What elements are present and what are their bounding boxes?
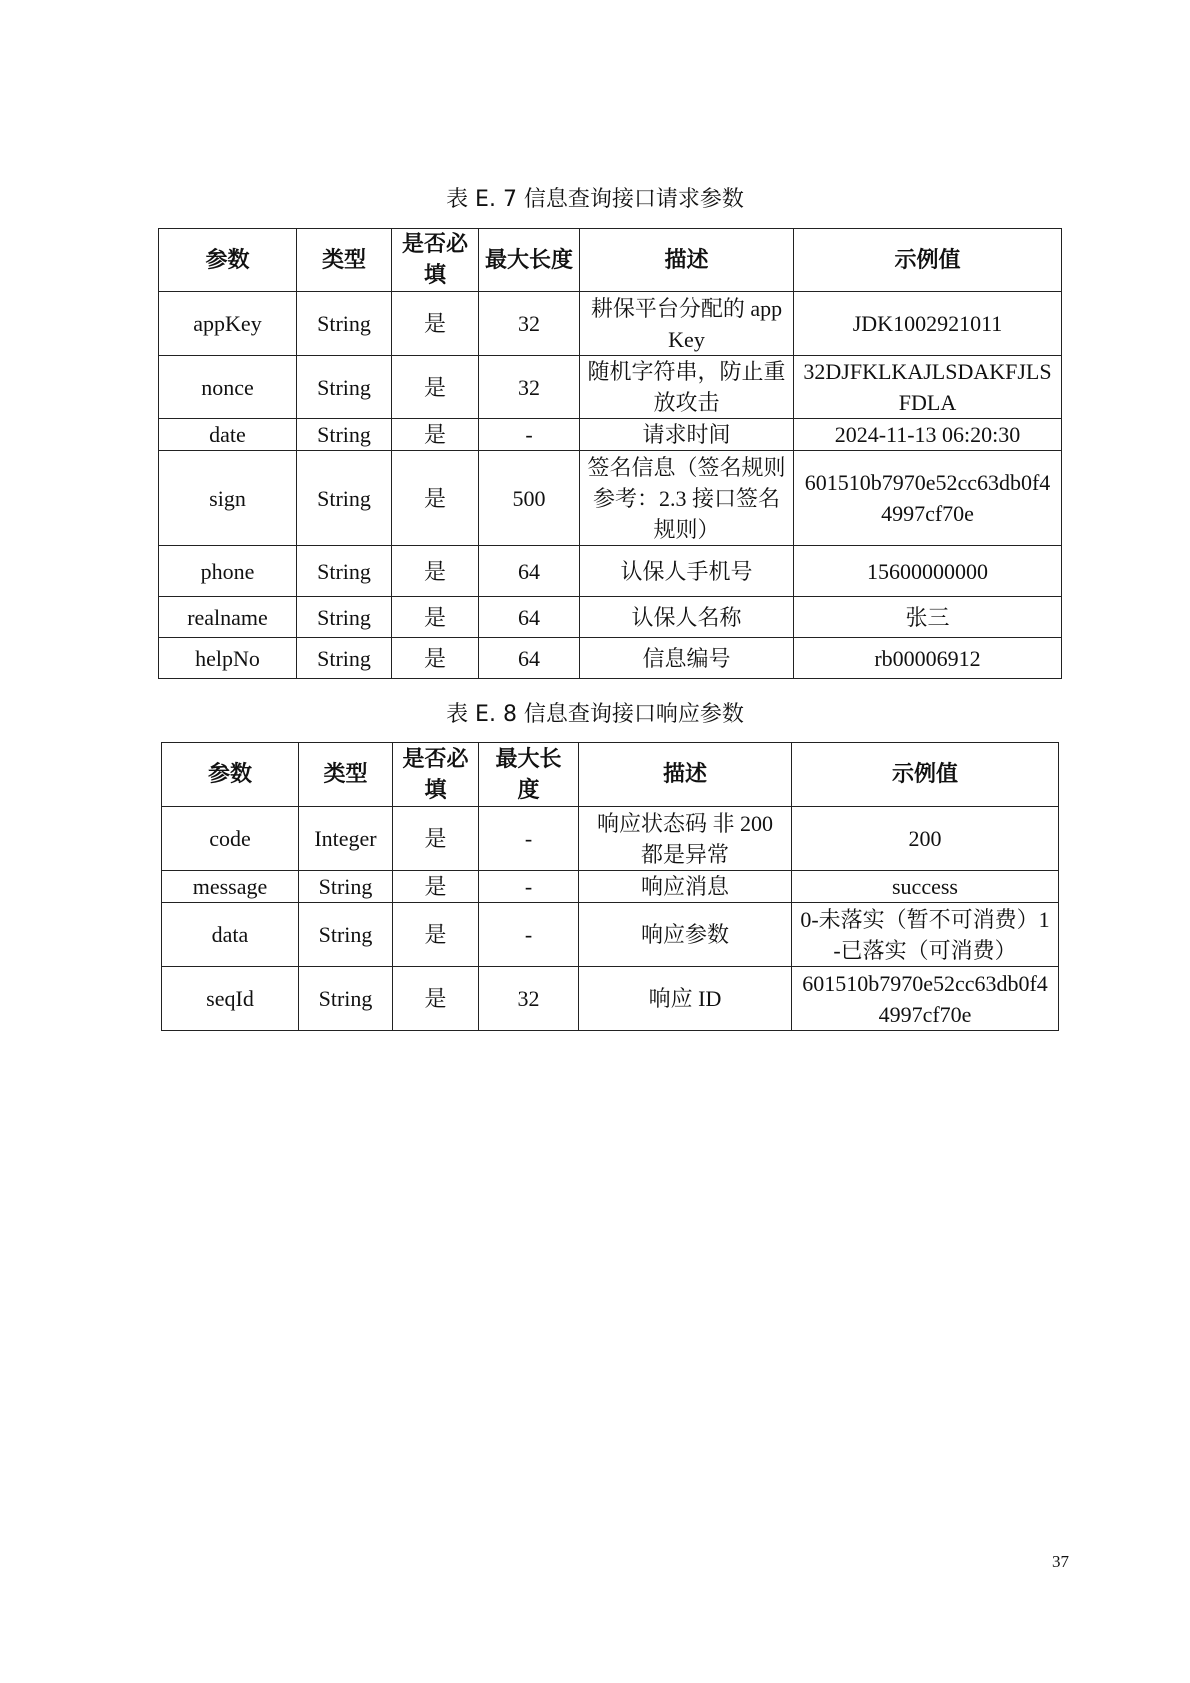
header-example: 示例值 bbox=[794, 229, 1062, 292]
cell-max-length: - bbox=[479, 419, 580, 451]
cell-description: 信息编号 bbox=[580, 638, 794, 679]
table-row bbox=[159, 546, 1062, 597]
cell-required: 是 bbox=[393, 807, 479, 871]
cell-type: String bbox=[299, 903, 393, 967]
cell-type: String bbox=[297, 597, 392, 638]
cell-max-length: 64 bbox=[479, 597, 580, 638]
cell-max-length: 500 bbox=[479, 451, 580, 546]
cell-description: 随机字符串，防止重放攻击 bbox=[580, 356, 794, 419]
header-type: 类型 bbox=[297, 229, 392, 292]
cell-description: 响应参数 bbox=[579, 903, 792, 967]
cell-required: 是 bbox=[392, 419, 479, 451]
table-row bbox=[162, 807, 1059, 871]
table-caption-e7: 表 E. 7 信息查询接口请求参数 bbox=[446, 187, 744, 212]
cell-param: seqId bbox=[162, 967, 299, 1031]
header-type: 类型 bbox=[299, 743, 393, 807]
table-row bbox=[162, 967, 1059, 1031]
cell-param: helpNo bbox=[159, 638, 297, 679]
header-required: 是否必填 bbox=[393, 743, 479, 807]
cell-example: 0-未落实（暂不可消费）1-已落实（可消费） bbox=[792, 903, 1059, 967]
cell-param: appKey bbox=[159, 292, 297, 356]
cell-example: 601510b7970e52cc63db0f44997cf70e bbox=[792, 967, 1059, 1031]
cell-type: String bbox=[299, 871, 393, 903]
cell-example: rb00006912 bbox=[794, 638, 1062, 679]
table-caption-e8: 表 E. 8 信息查询接口响应参数 bbox=[446, 702, 744, 727]
cell-param: sign bbox=[159, 451, 297, 546]
cell-type: String bbox=[297, 356, 392, 419]
cell-example: JDK1002921011 bbox=[794, 292, 1062, 356]
cell-description: 签名信息（签名规则参考：2.3 接口签名规则） bbox=[580, 451, 794, 546]
cell-max-length: - bbox=[479, 807, 579, 871]
cell-description: 请求时间 bbox=[580, 419, 794, 451]
cell-type: String bbox=[297, 419, 392, 451]
cell-required: 是 bbox=[392, 292, 479, 356]
table-row bbox=[162, 903, 1059, 967]
cell-description: 响应消息 bbox=[579, 871, 792, 903]
cell-type: String bbox=[299, 967, 393, 1031]
cell-example: 2024-11-13 06:20:30 bbox=[794, 419, 1062, 451]
cell-example: 32DJFKLKAJLSDAKFJLSFDLA bbox=[794, 356, 1062, 419]
cell-required: 是 bbox=[393, 903, 479, 967]
table-row bbox=[159, 451, 1062, 546]
table-row bbox=[159, 597, 1062, 638]
header-param: 参数 bbox=[162, 743, 299, 807]
header-example: 示例值 bbox=[792, 743, 1059, 807]
cell-required: 是 bbox=[393, 871, 479, 903]
cell-max-length: 64 bbox=[479, 546, 580, 597]
cell-required: 是 bbox=[392, 597, 479, 638]
cell-required: 是 bbox=[392, 451, 479, 546]
cell-type: String bbox=[297, 546, 392, 597]
cell-required: 是 bbox=[393, 967, 479, 1031]
cell-description: 响应状态码 非 200 都是异常 bbox=[579, 807, 792, 871]
cell-description: 认保人名称 bbox=[580, 597, 794, 638]
cell-max-length: 32 bbox=[479, 292, 580, 356]
cell-param: message bbox=[162, 871, 299, 903]
cell-param: realname bbox=[159, 597, 297, 638]
cell-description: 认保人手机号 bbox=[580, 546, 794, 597]
table-header-row bbox=[159, 229, 1062, 292]
cell-max-length: 32 bbox=[479, 356, 580, 419]
cell-required: 是 bbox=[392, 356, 479, 419]
header-max-length: 最大长度 bbox=[479, 229, 580, 292]
cell-param: date bbox=[159, 419, 297, 451]
cell-required: 是 bbox=[392, 638, 479, 679]
cell-type: String bbox=[297, 451, 392, 546]
cell-description: 响应 ID bbox=[579, 967, 792, 1031]
cell-example: 张三 bbox=[794, 597, 1062, 638]
cell-description: 耕保平台分配的 appKey bbox=[580, 292, 794, 356]
table-row bbox=[159, 292, 1062, 356]
cell-max-length: - bbox=[479, 871, 579, 903]
cell-max-length: - bbox=[479, 903, 579, 967]
cell-required: 是 bbox=[392, 546, 479, 597]
cell-param: code bbox=[162, 807, 299, 871]
cell-param: phone bbox=[159, 546, 297, 597]
request-params-table bbox=[158, 228, 1062, 679]
page-number: 37 bbox=[1052, 1552, 1069, 1571]
response-params-table bbox=[161, 742, 1059, 1031]
table-row bbox=[159, 419, 1062, 451]
cell-param: data bbox=[162, 903, 299, 967]
cell-type: Integer bbox=[299, 807, 393, 871]
table-header-row bbox=[162, 743, 1059, 807]
cell-type: String bbox=[297, 638, 392, 679]
cell-example: 200 bbox=[792, 807, 1059, 871]
header-description: 描述 bbox=[580, 229, 794, 292]
table-row bbox=[159, 356, 1062, 419]
cell-max-length: 64 bbox=[479, 638, 580, 679]
cell-example: success bbox=[792, 871, 1059, 903]
header-description: 描述 bbox=[579, 743, 792, 807]
header-param: 参数 bbox=[159, 229, 297, 292]
header-required: 是否必填 bbox=[392, 229, 479, 292]
header-max-length: 最大长度 bbox=[479, 743, 579, 807]
cell-example: 15600000000 bbox=[794, 546, 1062, 597]
cell-param: nonce bbox=[159, 356, 297, 419]
table-row bbox=[162, 871, 1059, 903]
cell-type: String bbox=[297, 292, 392, 356]
cell-max-length: 32 bbox=[479, 967, 579, 1031]
table-row bbox=[159, 638, 1062, 679]
cell-example: 601510b7970e52cc63db0f44997cf70e bbox=[794, 451, 1062, 546]
